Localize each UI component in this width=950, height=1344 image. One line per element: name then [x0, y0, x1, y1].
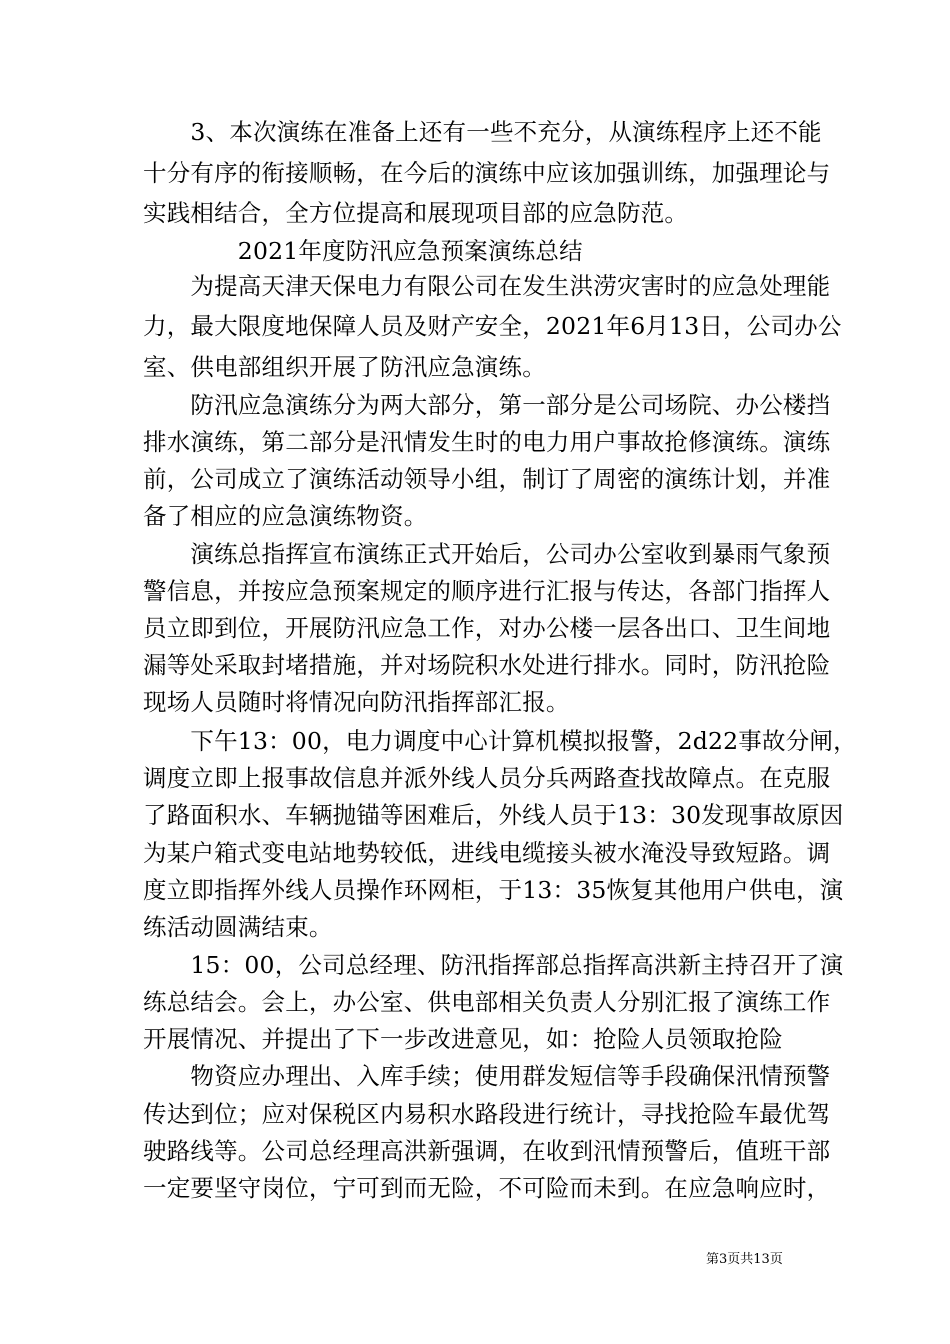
text-line: 为提高天津天保电力有限公司在发生洪涝灾害时的应急处理能 — [143, 272, 831, 300]
text-line: 排水演练，第二部分是汛情发生时的电力用户事故抢修演练。演练 — [143, 428, 831, 456]
text-line: 15：00，公司总经理、防汛指挥部总指挥高洪新主持召开了演 — [143, 951, 844, 979]
text-line: 防汛应急演练分为两大部分，第一部分是公司场院、办公楼挡 — [143, 391, 831, 419]
page-number: 第3页共13页 — [706, 1252, 783, 1267]
text-line: 一定要坚守岗位，宁可到而无险，不可险而未到。在应急响应时， — [143, 1174, 831, 1202]
text-line: 十分有序的衔接顺畅，在今后的演练中应该加强训练，加强理论与 — [143, 159, 831, 187]
text-line: 演练总指挥宣布演练正式开始后，公司办公室收到暴雨气象预 — [143, 540, 831, 568]
text-line: 练活动圆满结束。 — [143, 913, 333, 941]
text-line: 3、本次演练在准备上还有一些不充分，从演练程序上还不能 — [143, 118, 822, 146]
text-line: 前，公司成立了演练活动领导小组，制订了周密的演练计划，并准 — [143, 465, 831, 493]
text-line: 为某户箱式变电站地势较低，进线电缆接头被水淹没导致短路。调 — [143, 839, 831, 867]
text-line: 室、供电部组织开展了防汛应急演练。 — [143, 353, 546, 381]
text-line: 员立即到位，开展防汛应急工作，对办公楼一层各出口、卫生间地 — [143, 614, 831, 642]
text-line: 了路面积水、车辆抛锚等困难后，外线人员于13：30发现事故原因 — [143, 801, 844, 829]
text-line: 练总结会。会上，办公室、供电部相关负责人分别汇报了演练工作 — [143, 988, 831, 1016]
text-line: 驶路线等。公司总经理高洪新强调，在收到汛情预警后，值班干部 — [143, 1137, 831, 1165]
text-line: 漏等处采取封堵措施，并对场院积水处进行排水。同时，防汛抢险 — [143, 651, 831, 679]
text-line: 传达到位；应对保税区内易积水路段进行统计，寻找抢险车最优驾 — [143, 1100, 831, 1128]
text-line: 开展情况、并提出了下一步改进意见，如：抢险人员领取抢险 — [143, 1025, 783, 1053]
text-line: 现场人员随时将情况向防汛指挥部汇报。 — [143, 688, 570, 716]
text-line: 力，最大限度地保障人员及财产安全，2021年6月13日，公司办公 — [143, 312, 842, 340]
text-line: 警信息，并按应急预案规定的顺序进行汇报与传达，各部门指挥人 — [143, 577, 831, 605]
text-line: 实践相结合，全方位提高和展现项目部的应急防范。 — [143, 199, 689, 227]
text-line: 下午13：00，电力调度中心计算机模拟报警，2d22事故分闸， — [143, 727, 857, 755]
section-title: 2021年度防汛应急预案演练总结 — [143, 237, 583, 265]
text-line: 调度立即上报事故信息并派外线人员分兵两路查找故障点。在克服 — [143, 764, 831, 792]
text-line: 物资应办理出、入库手续；使用群发短信等手段确保汛情预警 — [143, 1062, 831, 1090]
text-line: 备了相应的应急演练物资。 — [143, 502, 428, 530]
text-line: 度立即指挥外线人员操作环网柜，于13：35恢复其他用户供电，演 — [143, 876, 844, 904]
